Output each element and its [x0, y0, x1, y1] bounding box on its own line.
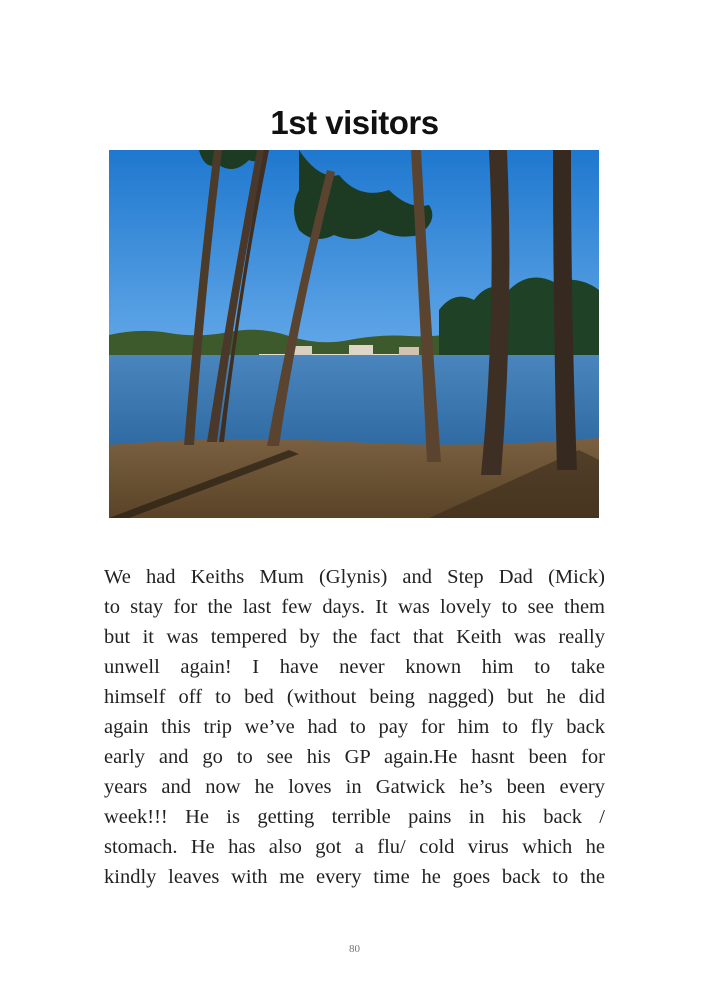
text-line: years and now he loves in Gatwick he’s been every [104, 776, 605, 798]
page-title: 1st visitors [270, 104, 439, 142]
text-line: himself off to bed (without being nagged) but he did [104, 686, 605, 708]
text-line: kindly leaves with me every time he goes back to the [104, 866, 605, 888]
body-paragraph [104, 562, 605, 892]
text-line: week!!! He is getting terrible pains in his back / [104, 806, 605, 828]
text-line: but it was tempered by the fact that Keith was really [104, 626, 605, 648]
lake-photo-illustration [109, 150, 599, 518]
text-line: again this trip we’ve had to pay for him to fly back [104, 716, 605, 738]
house [294, 346, 312, 355]
house [349, 345, 373, 355]
text-line: to stay for the last few days. It was lovely to see them [104, 596, 605, 618]
text-line: unwell again! I have never known him to take [104, 656, 605, 678]
page-number: 80 [349, 943, 360, 955]
lake-photo [109, 150, 599, 518]
text-line: early and go to see his GP again.He hasnt been for [104, 746, 605, 768]
text-line: We had Keiths Mum (Glynis) and Step Dad (Mick) [104, 566, 605, 588]
text-line: stomach. He has also got a flu/ cold virus which he [104, 836, 605, 858]
house [399, 347, 419, 355]
lake-water [109, 355, 599, 447]
